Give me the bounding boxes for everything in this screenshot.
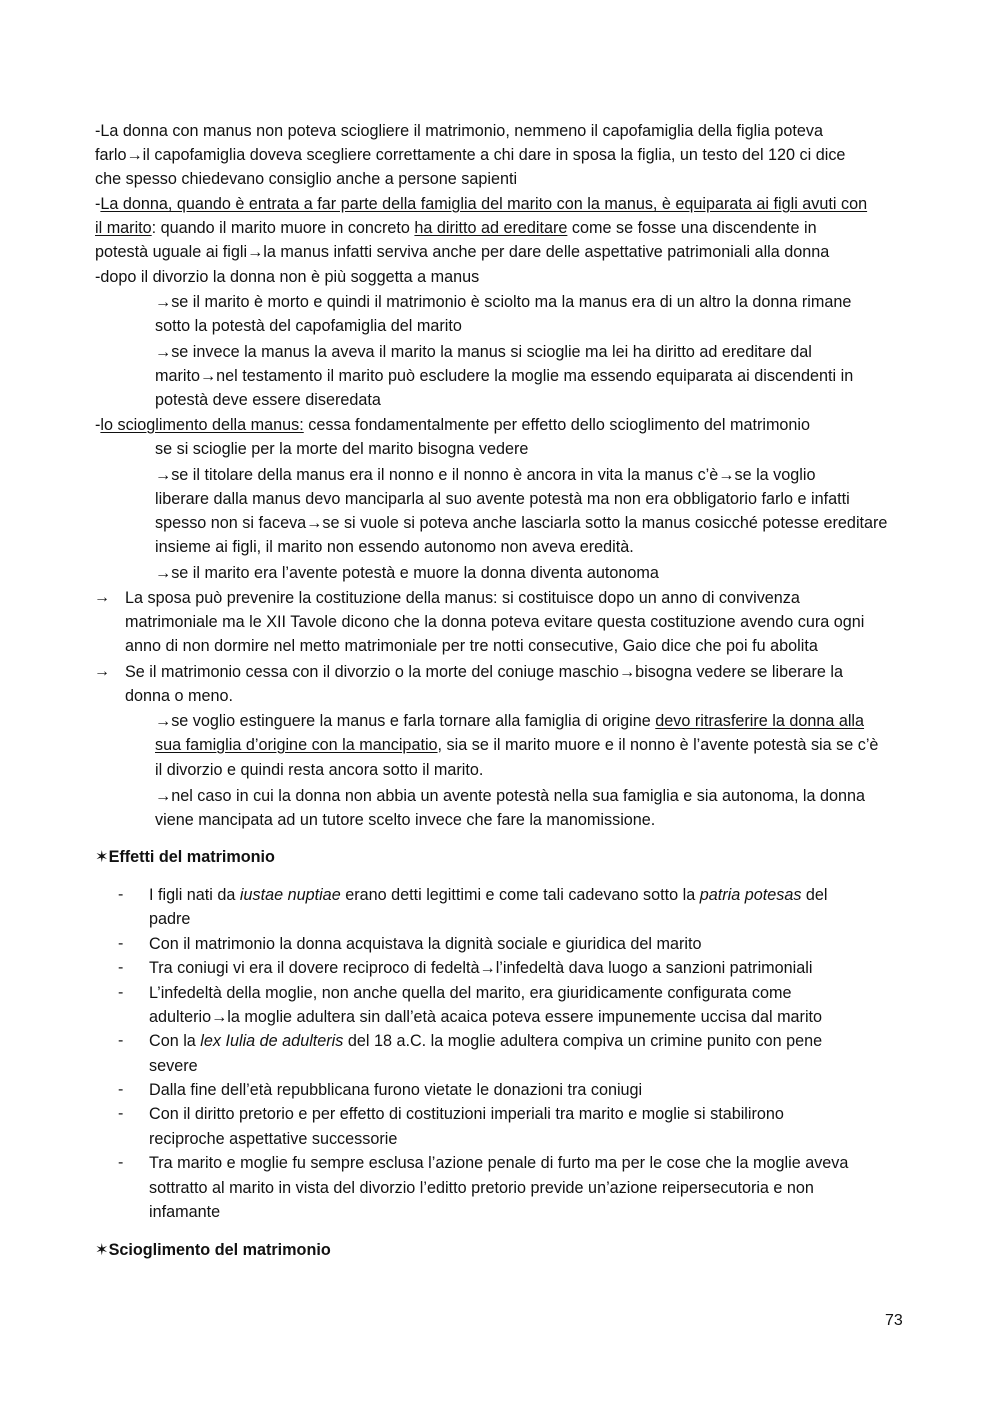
dash-bullet: - [118, 959, 124, 976]
text: erano detti legittimi e come tali cadevano sotto la [340, 886, 700, 904]
list-item-5-line-2: severe [149, 1057, 198, 1075]
paragraph-3-sub-1-line-2: sotto la potestà del capofamiglia del marito [155, 317, 462, 335]
arrow-bullet-2-sub-1-line-1 [155, 709, 864, 733]
underlined-text: La donna, quando è entrata a far parte della famiglia del marito con la manus, è equiparata ai figli avuti con [100, 195, 868, 213]
section-heading-effetti: ✶Effetti del matrimonio [95, 848, 275, 866]
paragraph-4-sub-2-line-1: →se il marito era l’avente potestà e muore la donna diventa autonoma [155, 564, 659, 582]
paragraph-2-line-2 [95, 216, 817, 240]
paragraph-4-line-1 [95, 413, 810, 437]
underlined-text: il marito [95, 219, 152, 237]
paragraph-2-line-1 [95, 192, 867, 216]
underlined-text: ha diritto ad ereditare [414, 219, 568, 237]
paragraph-1-line-3: che spesso chiedevano consiglio anche a persone sapienti [95, 170, 518, 188]
paragraph-4-line-2: se si scioglie per la morte del marito bisogna vedere [155, 440, 529, 458]
list-item-6: Dalla fine dell’età repubblicana furono vietate le donazioni tra coniugi [149, 1081, 643, 1099]
paragraph-3-sub-2-line-2: marito→nel testamento il marito può escludere la moglie ma essendo equiparata ai discendenti in [155, 367, 854, 385]
text: del [801, 886, 828, 904]
page-number: 73 [885, 1312, 903, 1329]
text: - [95, 195, 101, 213]
arrow-bullet-1-line-3: anno di non dormire nel metto matrimoniale per tre notti consecutive, Gaio dice che poi fu abolita [125, 637, 818, 655]
dash-bullet: - [118, 886, 124, 903]
text: , sia se il marito muore e il nonno è l’avente potestà sia se c’è [437, 736, 879, 754]
list-item-5-line-1 [149, 1029, 822, 1053]
underlined-text: sua famiglia d’origine con la mancipatio [155, 736, 438, 754]
italic-text: patria potesas [699, 886, 802, 904]
paragraph-3-sub-1-line-1: →se il marito è morto e quindi il matrimonio è sciolto ma la manus era di un altro la donna rimane [155, 293, 852, 311]
dash-bullet: - [118, 1105, 124, 1122]
paragraph-3-sub-2-line-1: →se invece la manus la aveva il marito la manus si scioglie ma lei ha diritto ad ereditare dal [155, 343, 812, 361]
arrow-bullet-2-sub-1-line-2 [155, 733, 878, 757]
list-item-4-line-1: L’infedeltà della moglie, non anche quella del marito, era giuridicamente configurata come [149, 984, 792, 1002]
list-item-7-line-2: reciproche aspettative successorie [149, 1130, 398, 1148]
dash-bullet: - [118, 1081, 124, 1098]
italic-text: lex Iulia de adulteris [200, 1032, 344, 1050]
list-item-8-line-1: Tra marito e moglie fu sempre esclusa l’azione penale di furto ma per le cose che la moglie aveva [149, 1154, 849, 1172]
paragraph-2-line-3: potestà uguale ai figli→la manus infatti serviva anche per dare delle aspettative patrimoniali alla donna [95, 243, 830, 261]
list-item-7-line-1: Con il diritto pretorio e per effetto di costituzioni imperiali tra marito e moglie si stabilirono [149, 1105, 784, 1123]
text: Con la [149, 1032, 201, 1050]
list-item-8-line-3: infamante [149, 1203, 221, 1221]
list-item-4-line-2: adulterio→la moglie adultera sin dall’età acaica poteva essere impunemente uccisa dal marito [149, 1008, 823, 1026]
arrow-bullet-icon: → [94, 663, 110, 680]
dash-bullet: - [118, 935, 124, 952]
underlined-text: devo ritrasferire la donna alla [655, 712, 865, 730]
text: - [95, 416, 101, 434]
arrow-bullet-2-line-1: Se il matrimonio cessa con il divorzio o la morte del coniuge maschio→bisogna vedere se liberare la [125, 663, 843, 681]
arrow-bullet-2-sub-1-line-3: il divorzio e quindi resta ancora sotto il marito. [155, 761, 484, 779]
italic-text: iustae nuptiae [239, 886, 341, 904]
list-item-8-line-2: sottratto al marito in vista del divorzio l’editto pretorio previde un’azione reipersecutoria e non [149, 1179, 814, 1197]
paragraph-3-sub-2-line-3: potestà deve essere diseredata [155, 391, 381, 409]
text: del 18 a.C. la moglie adultera compiva un crimine punito con pene [343, 1032, 823, 1050]
text: cessa fondamentalmente per effetto dello scioglimento del matrimonio [303, 416, 811, 434]
paragraph-1-line-2: farlo→il capofamiglia doveva scegliere correttamente a chi dare in sposa la figlia, un testo del 120 ci dice [95, 146, 846, 164]
paragraph-4-sub-1-line-4: insieme ai figli, il marito non essendo autonomo non aveva eredità. [155, 538, 634, 556]
arrow-bullet-1-line-2: matrimoniale ma le XII Tavole dicono che la donna poteva evitare questa costituzione avendo cura ogni [125, 613, 865, 631]
arrow-bullet-2-sub-2-line-2: viene mancipata ad un tutore scelto invece che fare la manomissione. [155, 811, 656, 829]
paragraph-4-sub-1-line-3: spesso non si faceva→se si vuole si poteva anche lasciarla sotto la manus cosicché potesse ereditare [155, 514, 888, 532]
dash-bullet: - [118, 1154, 124, 1171]
list-item-1-line-2: padre [149, 910, 191, 928]
paragraph-4-sub-1-line-2: liberare dalla manus devo manciparla al suo avente potestà ma non era obbligatorio farlo e infatti [155, 490, 850, 508]
dash-bullet: - [118, 1032, 124, 1049]
list-item-1-line-1 [149, 883, 828, 907]
section-heading-scioglimento: ✶Scioglimento del matrimonio [95, 1241, 331, 1259]
paragraph-3-line-1: -dopo il divorzio la donna non è più soggetta a manus [95, 268, 480, 286]
text: I figli nati da [149, 886, 240, 904]
underlined-text: lo scioglimento della manus: [100, 416, 304, 434]
paragraph-4-sub-1-line-1: →se il titolare della manus era il nonno e il nonno è ancora in vita la manus c’è→se la voglio [155, 466, 816, 484]
list-item-2: Con il matrimonio la donna acquistava la dignità sociale e giuridica del marito [149, 935, 702, 953]
arrow-bullet-1-line-1: La sposa può prevenire la costituzione della manus: si costituisce dopo un anno di convivenza [125, 589, 800, 607]
text: →se voglio estinguere la manus e farla tornare alla famiglia di origine [155, 712, 656, 730]
dash-bullet: - [118, 984, 124, 1001]
paragraph-1-line-1: -La donna con manus non poteva sciogliere il matrimonio, nemmeno il capofamiglia della figlia poteva [95, 122, 823, 140]
text: : quando il marito muore in concreto [151, 219, 415, 237]
arrow-bullet-2-line-2: donna o meno. [125, 687, 234, 705]
list-item-3: Tra coniugi vi era il dovere reciproco di fedeltà→l’infedeltà dava luogo a sanzioni patrimoniali [149, 959, 813, 977]
arrow-bullet-2-sub-2-line-1: →nel caso in cui la donna non abbia un avente potestà nella sua famiglia e sia autonoma, la donna [155, 787, 866, 805]
text: come se fosse una discendente in [567, 219, 817, 237]
arrow-bullet-icon: → [94, 589, 110, 606]
